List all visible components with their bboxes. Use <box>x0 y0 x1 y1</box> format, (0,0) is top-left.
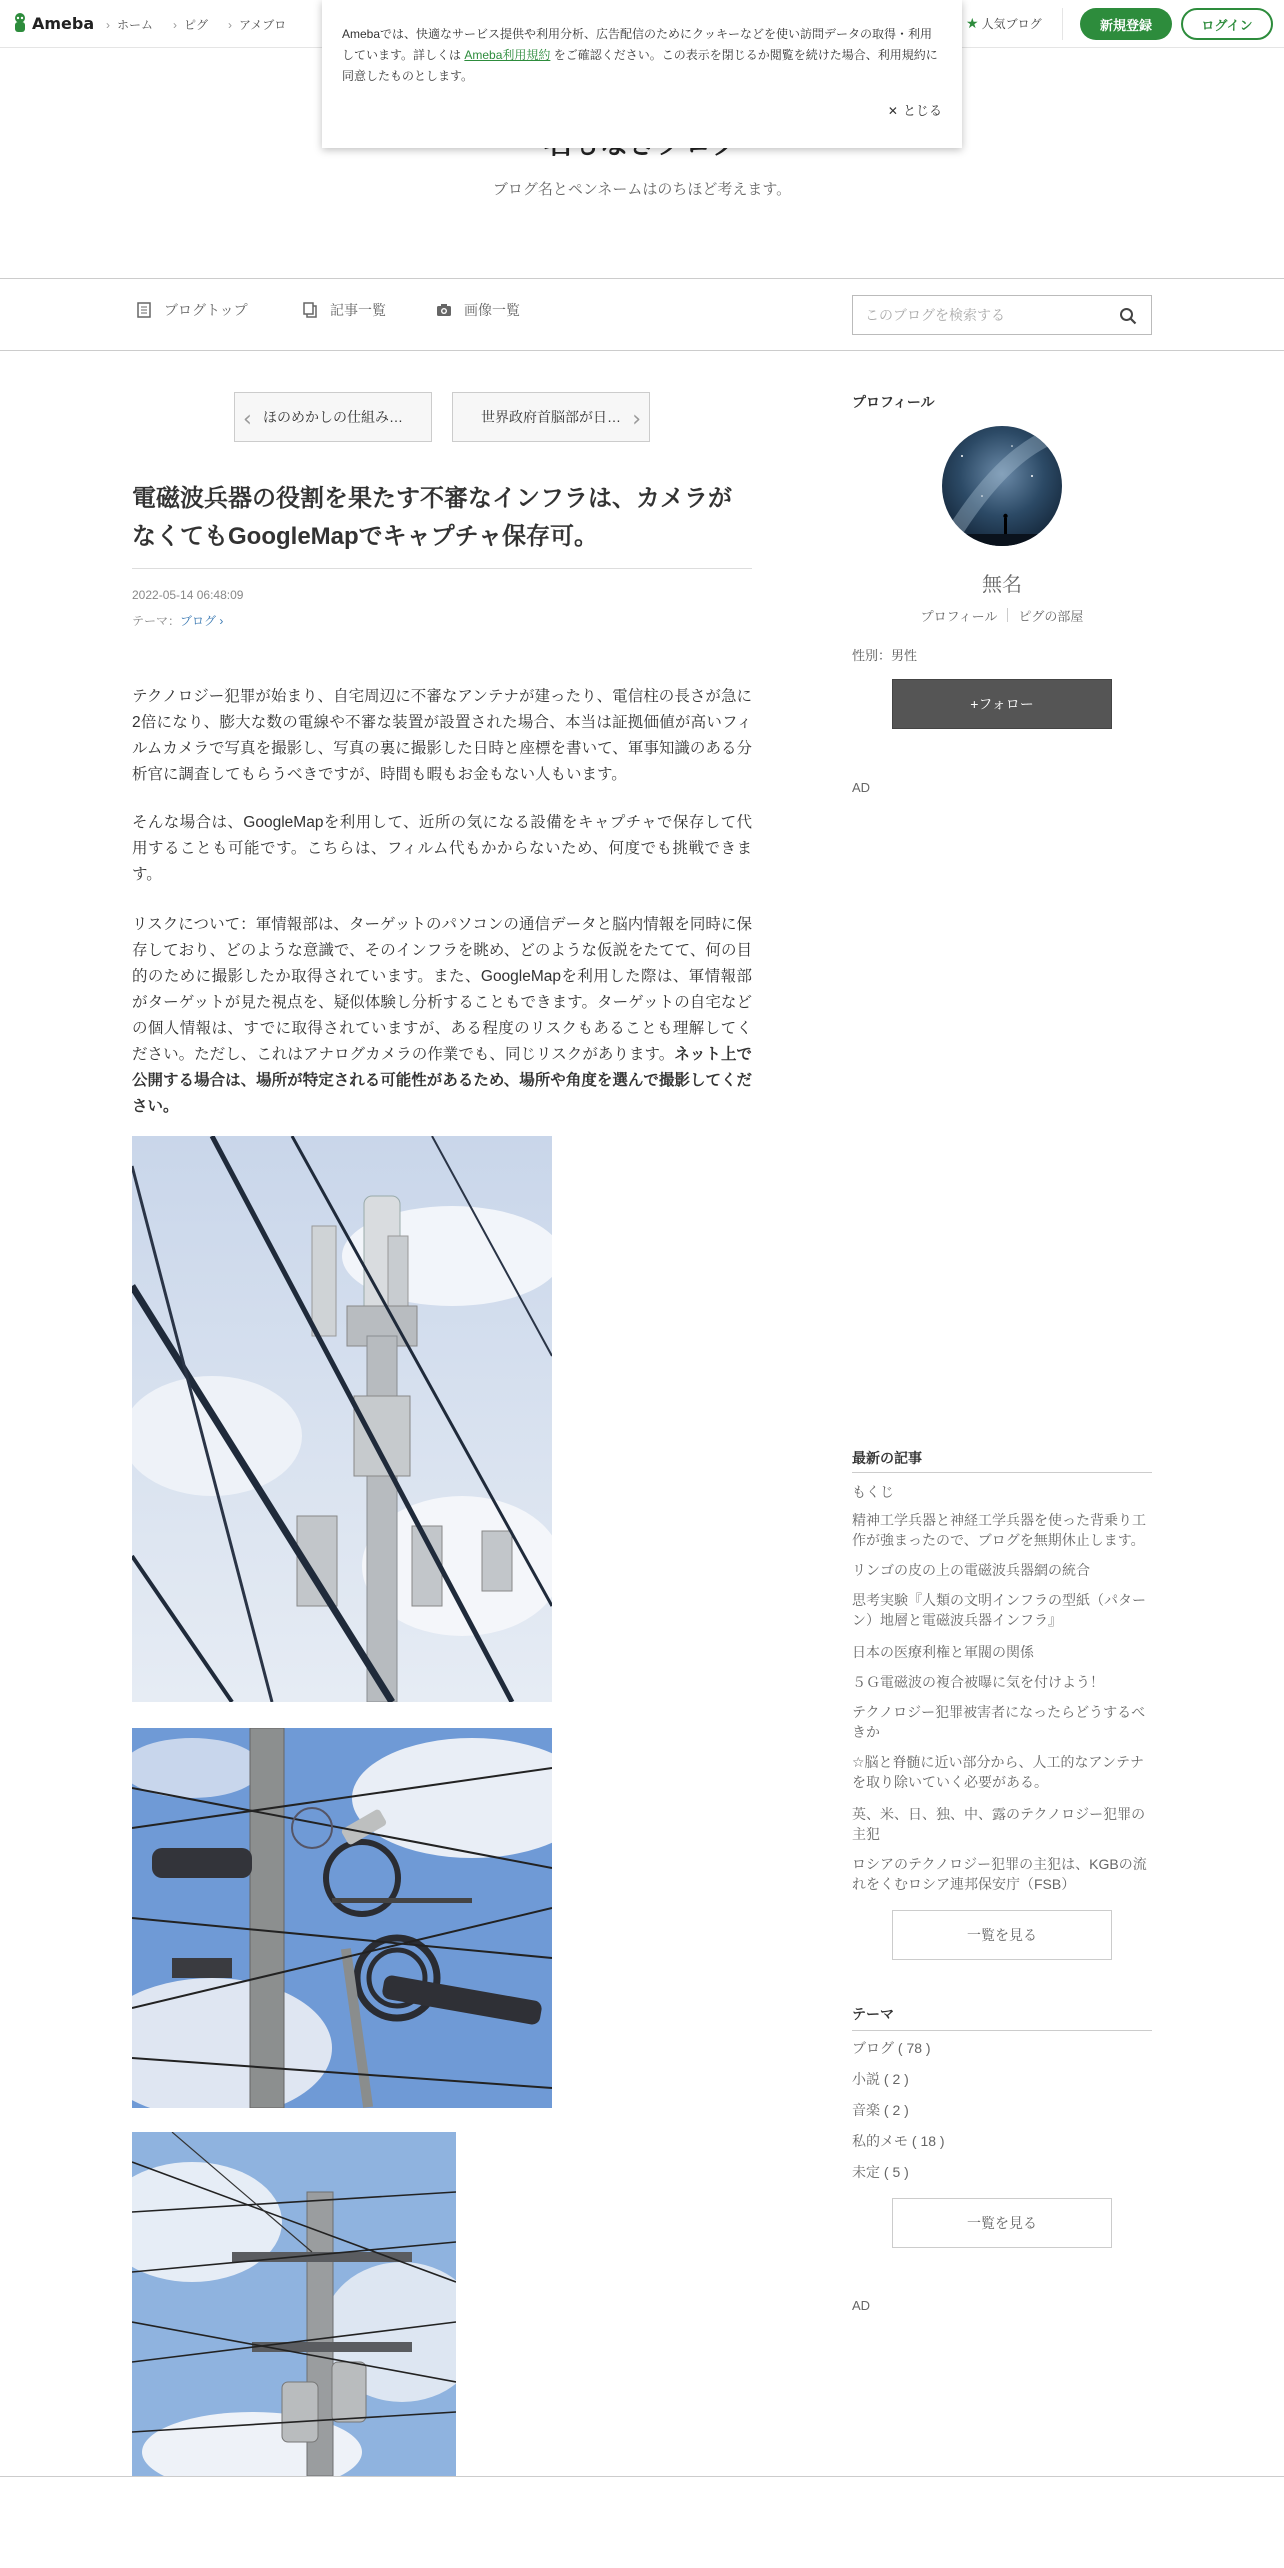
blog-description: ブログ名とペンネームはのちほど考えます。 <box>492 181 792 198</box>
global-nav <box>106 16 306 33</box>
recent-entry-link[interactable]: 英、米、日、独、中、露のテクノロジー犯罪の主犯 <box>852 1806 1146 1842</box>
entry-list-link[interactable] <box>302 300 386 320</box>
recent-entry-link[interactable]: 思考実験『人類の文明インフラの型紙（パターン）地層と電磁波兵器インフラ』 <box>852 1592 1146 1628</box>
nav-home[interactable]: › ホーム <box>106 16 153 33</box>
article-image-pole-crossarms[interactable] <box>132 2132 456 2476</box>
divider <box>852 1472 1152 1473</box>
divider <box>0 278 1284 279</box>
blog-search <box>852 295 1152 335</box>
recent-entry-link[interactable]: ☆脳と脊髄に近い部分から、人工的なアンテナを取り除いていく必要がある。 <box>852 1754 1144 1790</box>
popular-blog-link[interactable]: ★ 人気ブログ <box>966 15 1042 32</box>
document-icon <box>136 302 152 318</box>
article-title: 電磁波兵器の役割を果たす不審なインフラは、カメラがなくてもGoogleMapでキャプチャ保存可。 <box>132 485 732 550</box>
profile-links <box>852 606 1152 625</box>
theme-more-button[interactable]: 一覧を見る <box>892 2198 1112 2248</box>
recent-entries-heading: 最新の記事 <box>852 1450 922 1466</box>
article-paragraph <box>132 912 752 1120</box>
pig-room-link[interactable]: ピグの部屋 <box>1018 609 1084 624</box>
recent-entry-link[interactable]: もくじ <box>852 1484 894 1500</box>
image-list-link[interactable] <box>436 300 520 320</box>
article-theme <box>132 612 223 629</box>
cookie-text <box>342 24 942 87</box>
blog-top-label: ブログトップ <box>164 302 248 318</box>
profile-link[interactable]: プロフィール <box>920 609 998 624</box>
header-divider <box>1062 8 1063 40</box>
follow-button[interactable]: +フォロー <box>892 679 1112 729</box>
divider <box>0 350 1284 351</box>
article-paragraph-bold: ネット上で公開する場合は、場所が特定される可能性があるため、場所や角度を選んで撮影してください。 <box>132 1046 752 1115</box>
theme-prefix: テーマ： <box>132 614 181 628</box>
divider <box>852 2030 1152 2031</box>
profile-heading: プロフィール <box>852 394 935 410</box>
chevron-right-icon: › <box>632 407 641 432</box>
recent-entry-link[interactable]: テクノロジー犯罪被害者になったらどうするべきか <box>852 1704 1146 1740</box>
prev-entry-label: ほのめかしの仕組み… <box>263 409 403 425</box>
article-paragraph: テクノロジー犯罪が始まり、自宅周辺に不審なアンテナが建ったり、電信柱の長さが急に2倍になり、膨大な数の電線や不審な装置が設置された場合、本当は証拠価値が高いフィルムカメラで写真を撮影し、写真の裏に撮影した日時と座標を書いて、軍事知識のある分析官に調査してもらうべきですが、時間も暇もお金もない人もいます。 <box>132 688 752 783</box>
theme-link[interactable]: 未定 ( 5 ) <box>852 2164 909 2180</box>
terms-link[interactable]: Ameba利用規約 <box>464 48 551 62</box>
avatar[interactable] <box>942 426 1062 546</box>
article-image-utility-pole[interactable] <box>132 1728 552 2108</box>
image-list-label: 画像一覧 <box>464 302 520 318</box>
cookie-text-after: をご確認ください。この表示を閉じるか閲覧を続けた場合、利用規約に同意したものとします。 <box>342 48 938 83</box>
next-entry-label: 世界政府首脳部が日… <box>481 409 621 425</box>
theme-link[interactable]: 私的メモ ( 18 ) <box>852 2133 945 2149</box>
search-input[interactable] <box>853 296 1093 334</box>
divider <box>0 2476 1284 2477</box>
theme-link[interactable]: ブログ ( 78 ) <box>852 2040 931 2056</box>
recent-more-button[interactable]: 一覧を見る <box>892 1910 1112 1960</box>
profile-gender: 性別：男性 <box>852 648 918 663</box>
search-icon[interactable] <box>1119 307 1137 325</box>
profile-name[interactable]: 無名 <box>982 574 1022 596</box>
camera-icon <box>436 302 452 318</box>
cookie-close-button[interactable]: ✕ とじる <box>888 100 942 122</box>
nav-pig[interactable]: › ピグ <box>173 16 208 33</box>
theme-heading: テーマ <box>852 2006 894 2022</box>
ameba-logo[interactable] <box>12 12 94 34</box>
ad-label: AD <box>852 780 871 795</box>
recent-entry-link[interactable]: 日本の医療利権と軍閥の関係 <box>852 1644 1034 1660</box>
chevron-left-icon: ‹ <box>243 407 252 432</box>
logo-text: Ameba <box>32 13 95 33</box>
cookie-notice <box>322 0 962 148</box>
copy-icon <box>302 302 318 318</box>
login-button[interactable]: ログイン <box>1181 8 1273 40</box>
recent-entry-link[interactable]: リンゴの皮の上の電磁波兵器網の統合 <box>852 1562 1090 1578</box>
theme-link[interactable]: 音楽 ( 2 ) <box>852 2102 909 2118</box>
ameba-mascot-icon <box>12 12 28 34</box>
divider <box>1007 608 1008 622</box>
nav-ameblo[interactable]: › アメブロ <box>228 16 286 33</box>
article-image-antenna-tower[interactable] <box>132 1136 552 1702</box>
theme-link[interactable]: 小説 ( 2 ) <box>852 2071 909 2087</box>
next-entry-button[interactable] <box>452 392 650 442</box>
article-date: 2022-05-14 06:48:09 <box>132 588 244 602</box>
recent-entry-link[interactable]: ロシアのテクノロジー犯罪の主犯は、KGBの流れをくむロシア連邦保安庁（FSB） <box>852 1856 1147 1892</box>
ad-label: AD <box>852 2298 871 2313</box>
entry-list-label: 記事一覧 <box>330 302 386 318</box>
blog-top-link[interactable] <box>136 300 248 320</box>
divider <box>132 568 752 569</box>
cookie-text-before: Amebaでは、快適なサービス提供や利用分析、広告配信のためにクッキーなどを使い訪問データの取得・利用しています。詳しくは <box>342 27 933 62</box>
recent-entry-link[interactable]: ５Ｇ電磁波の複合被曝に気を付けよう！ <box>852 1674 1104 1690</box>
prev-entry-button[interactable] <box>234 392 432 442</box>
theme-link[interactable]: ブログ <box>180 614 217 628</box>
article-paragraph: そんな場合は、GoogleMapを利用して、近所の気になる設備をキャプチャで保存して代用することも可能です。こちらは、フィルム代もかからないため、何度でも挑戦できます。 <box>132 814 752 883</box>
article-paragraph-text: リスクについて：軍情報部は、ターゲットのパソコンの通信データと脳内情報を同時に保存しており、どのような意識で、そのインフラを眺め、どのような仮説をたてて、何の目的のために撮影したか取得されています。また、GoogleMapを利用した際は、軍情報部がターゲットが見た視点を、疑似体験し分析することもできます。ターゲットの自宅などの個人情報は、すでに取得されていますが、ある程度のリスクもあることも理解してください。ただし、これはアナログカメラの作業でも、同じリスクがあります。 <box>132 916 752 1063</box>
register-button[interactable]: 新規登録 <box>1080 8 1172 40</box>
chevron-right-icon: › <box>216 614 224 628</box>
recent-entry-link[interactable]: 精神工学兵器と神経工学兵器を使った背乗り工作が強まったので、ブログを無期休止します。 <box>852 1512 1146 1548</box>
